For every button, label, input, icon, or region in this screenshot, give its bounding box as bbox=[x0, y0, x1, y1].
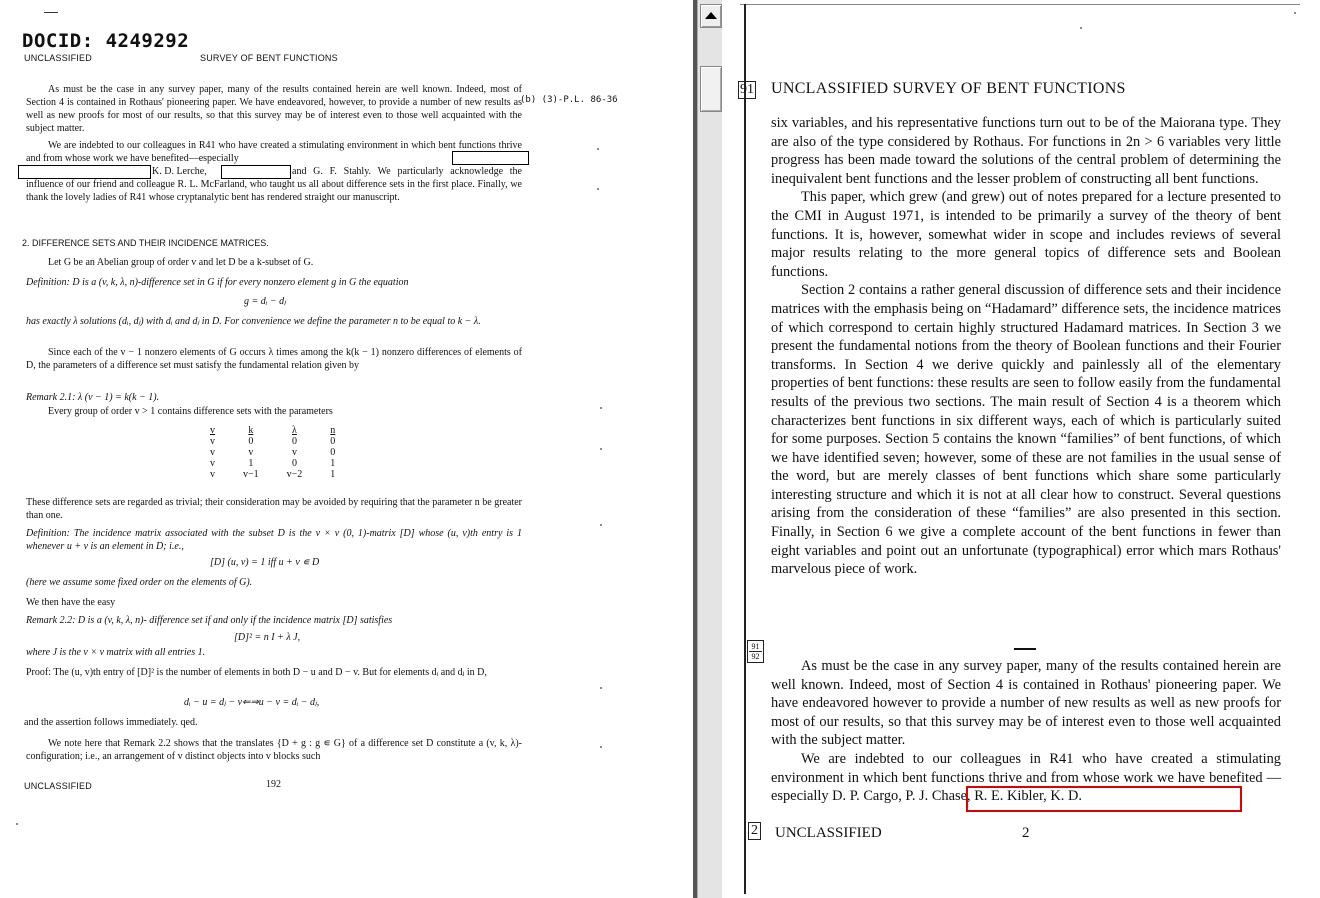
scan-speck bbox=[597, 188, 599, 190]
paragraph-trivial: These difference sets are regarded as trivial; their consideration may be avoided by requiring that the parameter n be greater than one. bbox=[26, 497, 522, 521]
remark-2-1: Remark 2.1: λ (v − 1) = k(k − 1). bbox=[26, 392, 160, 403]
running-header: UNCLASSIFIED SURVEY OF BENT FUNCTIONS bbox=[771, 80, 1126, 97]
indebted-text: We are indebted to our colleagues in R41 who have created a stimulating environment in which bent functions thrive and from whose work we have benefited — especially bbox=[771, 750, 1281, 805]
equation-4: dᵢ − u = dⱼ − v⇐⇒u − v = dᵢ − dⱼ, bbox=[184, 697, 320, 708]
trivial-parameters-table bbox=[196, 425, 349, 480]
scroll-thumb[interactable] bbox=[700, 66, 722, 112]
every-group-text: Every group of order v > 1 contains difference sets with the parameters bbox=[48, 406, 333, 417]
body-text-upper bbox=[771, 114, 1281, 579]
table-cell: 0 bbox=[291, 458, 297, 469]
page-number-right: 2 bbox=[1022, 825, 1030, 841]
scan-speck bbox=[600, 524, 602, 526]
scan-speck bbox=[1294, 12, 1296, 14]
paragraph-translates: We note here that Remark 2.2 shows that the translates {D + g : g ∊ G} of a difference set D constitute a (v, k, λ)-configuration; i.e., an arrangement of v distinct objects into v blocks such bbox=[26, 738, 522, 762]
table-cell: 1 bbox=[330, 469, 336, 480]
table-header-cell: v bbox=[210, 425, 215, 436]
scan-speck bbox=[600, 746, 602, 748]
paragraph-section-overview: Section 2 contains a rather general discussion of difference sets and their incidence matrices with the emphasis being on “Hadamard” difference sets, the incidence matrices of which correspond to certain highly structured Hadamard matrices. In Section 3 we present the fundamental notions from the theory of Boolean functions and their Fourier transforms. In Section 4 we derive quickly and painlessly all of the elementary properties of bent functions: these results are seen to follow easily from the fundamental results of the previous two sections. The main result of Section 4 is a theorem which characterizes bent functions in six different ways, each of which is particularly suited for some purposes. Section 5 contains the known “families” of bent functions, of which we have identified seven; however, some of these are not families in the usual sense of the word, but are merely classes of bent functions which share some particularly interesting structure and which it is not at all clear how to construct. Several questions arising from the consideration of these “families” are also presented in this section. Finally, in Section 6 we give a complete account of the bent functions in fewer than eight variables and point out an unfortunate (typographical) error which mars Rothaus' marvelous piece of work. bbox=[771, 282, 1281, 578]
table-cell: 0 bbox=[291, 436, 297, 447]
table-cell: 0 bbox=[330, 436, 336, 447]
definition-continued: has exactly λ solutions (dᵢ, dⱼ) with dᵢ and dⱼ in D. For convenience we define the parameter n to be equal to k − λ. bbox=[26, 316, 481, 327]
table-header-cell: n bbox=[330, 425, 336, 436]
remark-2-2: Remark 2.2: D is a (v, k, λ, n)- difference set if and only if the incidence matrix [D] satisfies bbox=[26, 615, 393, 626]
highlight-box bbox=[966, 786, 1242, 812]
highlighted-names: D. P. Cargo, P. J. Chase, R. E. Kibler, bbox=[832, 788, 1047, 805]
indebted-text-end: K. D. bbox=[1046, 788, 1082, 805]
table-header-cell: λ bbox=[292, 425, 297, 436]
proof-text: Proof: The (u, v)th entry of [D]² is the number of elements in both D − u and D − v. But for elements dᵢ and dⱼ in D, bbox=[26, 667, 487, 678]
table-cell: v−1 bbox=[243, 469, 259, 480]
page-marker-2: 2 bbox=[748, 822, 761, 840]
table-cell: v bbox=[210, 469, 215, 480]
scroll-up-button[interactable] bbox=[700, 4, 722, 28]
scan-speck bbox=[16, 823, 18, 825]
paragraph-acknowledgements bbox=[26, 139, 522, 165]
table-cell: v bbox=[210, 436, 215, 447]
where-j-note: where J is the v × v matrix with all entries 1. bbox=[26, 647, 206, 658]
table-row bbox=[196, 436, 349, 447]
marker-top: 91 bbox=[749, 642, 762, 652]
fixed-order-note: (here we assume some fixed order on the elements of G). bbox=[26, 577, 253, 588]
running-title: SURVEY OF BENT FUNCTIONS bbox=[200, 53, 338, 63]
page-number: 192 bbox=[266, 779, 281, 790]
paragraph-six-variables: six variables, and his representative functions turn out to be of the Maiorana type. They are also of the type considered by Rothaus. For functions in 2n > 6 variables very little progress has been made toward the solutions of the central problem of determining the inequivalent bent functions and the lesser problem of constructing all bent functions. bbox=[771, 115, 1281, 187]
table-cell: 0 bbox=[248, 436, 254, 447]
ack-text-1: We are indebted to our colleagues in R41 who have created a stimulating environment in which bent functions thrive and from whose work we have benefited—especially bbox=[26, 140, 522, 164]
ack-name-lerche: K. D. Lerche, bbox=[152, 166, 207, 177]
easy-text: We then have the easy bbox=[26, 597, 116, 608]
redaction-box-1 bbox=[452, 151, 529, 165]
page-left-edge bbox=[744, 4, 746, 894]
table-cell: v bbox=[248, 447, 254, 458]
classification-footer-right: UNCLASSIFIED bbox=[775, 825, 882, 841]
scan-speck bbox=[597, 148, 599, 150]
exemption-code: (b) (3)-P.L. 86-36 bbox=[520, 95, 618, 105]
table-cell: 0 bbox=[330, 447, 336, 458]
table-cell: 1 bbox=[248, 458, 254, 469]
scan-speck bbox=[600, 448, 602, 450]
scan-speck bbox=[1080, 27, 1082, 29]
scan-speck bbox=[600, 687, 602, 689]
definition-incidence-matrix: Definition: The incidence matrix associated with the subset D is the v × v (0, 1)-matrix [D] whose (u, v)th entry is 1 whenever u + v is an element in D; i.e., bbox=[26, 528, 522, 552]
page-marker-91: 91 bbox=[740, 82, 754, 97]
table-cell: v bbox=[291, 447, 297, 458]
paragraph-survey: As must be the case in any survey paper, many of the results contained herein are well known. Indeed, most of Section 4 is contained in Rothaus' pioneering paper. We have endeavored however to provide a number of new results as well as new proofs for most of our results, so that this survey may be of interest even to those well acquainted with the subject matter. bbox=[771, 658, 1281, 749]
equation-3: [D]² = n I + λ J, bbox=[234, 632, 301, 643]
table-cell: v bbox=[210, 458, 215, 469]
table-header-row bbox=[196, 425, 349, 436]
classification-header: UNCLASSIFIED bbox=[24, 53, 92, 63]
marker-bottom: 92 bbox=[751, 652, 760, 661]
definition-difference-set: Definition: D is a (v, k, λ, n)-difference set in G if for every nonzero element g in G the equation bbox=[26, 277, 409, 288]
top-tick-mark bbox=[44, 12, 58, 13]
table-cell: v−2 bbox=[286, 469, 303, 480]
docid-label: DOCID: 4249292 bbox=[22, 30, 190, 52]
equation-1: g = dᵢ − dⱼ bbox=[244, 296, 286, 307]
body-text-lower bbox=[771, 657, 1281, 806]
table-row bbox=[196, 447, 349, 458]
right-document-page bbox=[722, 0, 1320, 898]
table-cell: v bbox=[210, 447, 215, 458]
section-2-intro: Let G be an Abelian group of order v and let D be a k-subset of G. bbox=[48, 257, 314, 268]
scan-speck bbox=[600, 407, 602, 409]
table-row bbox=[196, 469, 349, 480]
paragraph-this-paper: This paper, which grew (and grew) out of notes prepared for a lecture presented to the CMI in August 1971, is intended to be primarily a survey of the theory of bent functions. It is, however, somewhat wider in scope and includes reviews of several major results relating to the more general topics of difference sets and Boolean functions. bbox=[771, 189, 1281, 280]
ack-text-2: and G. F. Stahly. We particularly acknowledge the influence of our friend and colleague R. L. McFarland, who taught us all about difference sets in the first place. Finally, we thank the lovely ladies of R41 whose cryptanalytic bent has rendered straight our manuscript. bbox=[26, 166, 522, 203]
paragraph-relation: Since each of the v − 1 nonzero elements of G occurs λ times among the k(k − 1) nonzero differences of elements of D, the parameters of a difference set must satisfy the fundamental relation given by bbox=[26, 347, 522, 371]
table-header-cell: k bbox=[248, 425, 254, 436]
section-2-heading: 2. DIFFERENCE SETS AND THEIR INCIDENCE MATRICES. bbox=[22, 238, 269, 248]
assertion-text: and the assertion follows immediately. qed. bbox=[24, 717, 198, 728]
classification-footer: UNCLASSIFIED bbox=[24, 781, 92, 791]
table-row bbox=[196, 458, 349, 469]
paragraph-intro: As must be the case in any survey paper, many of the results contained herein are well known. Indeed, most of Section 4 is contained in Rothaus' pioneering paper. We have endeavored, however, to provide a number of new results as well as new proofs for most of our results, so that this survey may be of interest even to those well acquainted with the subject matter. bbox=[26, 84, 522, 134]
vertical-scrollbar[interactable] bbox=[697, 0, 723, 898]
page-top-edge bbox=[740, 4, 1300, 5]
section-separator bbox=[1014, 648, 1036, 650]
page-break-marker bbox=[747, 640, 764, 663]
equation-2: [D] (u, v) = 1 iff u + v ∊ D bbox=[210, 557, 320, 568]
table-cell: 1 bbox=[330, 458, 336, 469]
